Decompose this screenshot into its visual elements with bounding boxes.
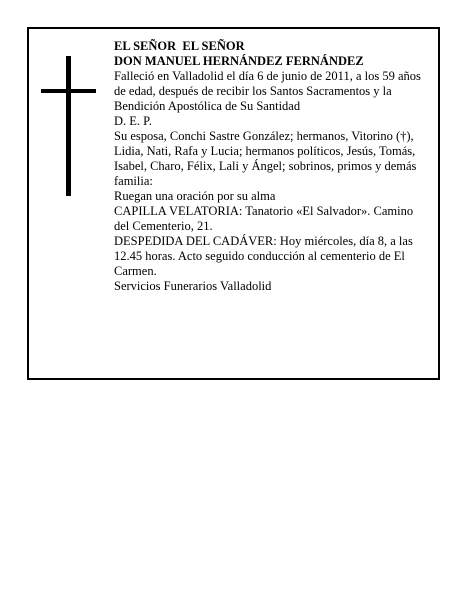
notice-text <box>114 39 426 294</box>
obituary-notice <box>27 27 440 380</box>
deceased-name: DON MANUEL HERNÁNDEZ FERNÁNDEZ <box>114 54 364 68</box>
heading-title: EL SEÑOR EL SEÑOR <box>114 39 245 53</box>
family-list: Su esposa, Conchi Sastre González; hermanos, Vitorino (†), Lidia, Nati, Rafa y Lucia; hermanos políticos, Jesús, Tomás, Isabel, Charo, Félix, Lali y Ángel; sobrinos, primos y demás familia: <box>114 129 417 188</box>
death-statement: Falleció en Valladolid el día 6 de junio de 2011, a los 59 años de edad, después de recibir los Santos Sacramentos y la Bendición Apostólica de Su Santidad <box>114 69 421 113</box>
farewell-info: DESPEDIDA DEL CADÁVER: Hoy miércoles, día 8, a las 12.45 horas. Acto seguido conducción al cementerio de El Carmen. <box>114 234 413 278</box>
cross-vertical-bar <box>66 56 71 196</box>
prayer-request: Ruegan una oración por su alma <box>114 189 276 203</box>
rip-line: D. E. P. <box>114 114 152 128</box>
funeral-services: Servicios Funerarios Valladolid <box>114 279 272 293</box>
chapel-info: CAPILLA VELATORIA: Tanatorio «El Salvador». Camino del Cementerio, 21. <box>114 204 414 233</box>
cross-horizontal-bar <box>41 89 96 93</box>
